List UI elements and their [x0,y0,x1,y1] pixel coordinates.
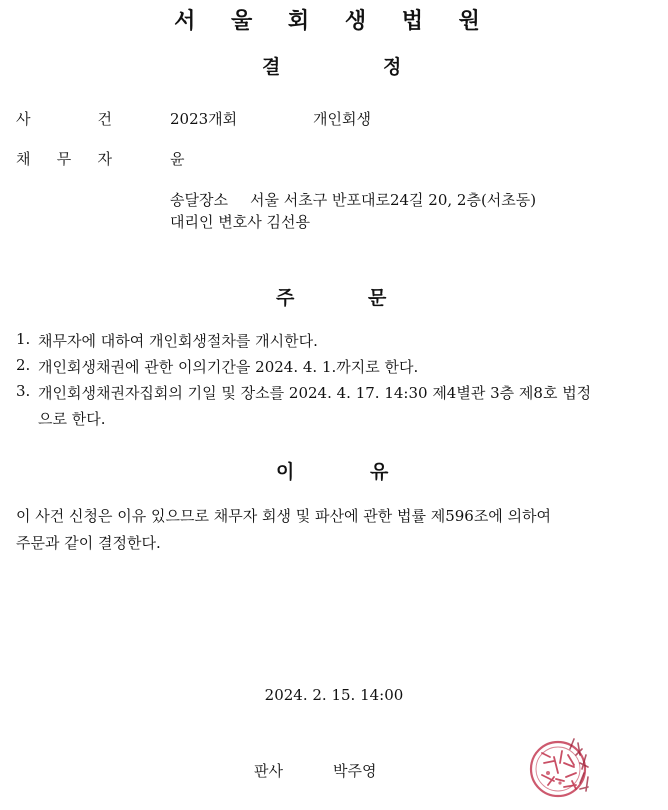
agent-line: 대리인 변호사 김선용 [170,213,310,231]
order-item-2-text: 개인회생채권에 관한 이의기간을 2024. 4. 1.까지로 한다. [38,358,419,376]
order-item-1-num: 1. [16,330,31,348]
reason-heading-left: 이 [276,461,295,483]
order-heading-right: 문 [368,287,387,309]
doc-title-left: 결 [262,56,281,78]
case-label [16,108,112,129]
case-label-char-2: 건 [97,110,112,128]
order-heading-left: 주 [276,287,295,309]
case-number: 2023개회 [170,110,238,128]
address-value: 서울 서초구 반포대로24길 20, 2층(서초동) [250,191,537,209]
reason-heading-right: 유 [370,461,389,483]
judge-seal [528,733,596,801]
debtor-label-char-1: 채 [16,150,31,168]
decision-date: 2024. 2. 15. 14:00 [264,686,404,704]
order-item-3-num: 3. [16,382,31,400]
order-item-3-line2: 으로 한다. [38,410,106,428]
address-label: 송달장소 [170,191,228,209]
reason-text-line1: 이 사건 신청은 이유 있으므로 채무자 회생 및 파산에 관한 법률 제596조에 의하여 [16,507,552,525]
debtor-name: 윤 [170,150,185,168]
order-item-3-line1: 개인회생채권자집회의 기일 및 장소를 2024. 4. 17. 14:30 제4별관 3층 제8호 법정 [38,384,592,402]
doc-title-right: 정 [383,56,402,78]
case-name: 개인회생 [313,110,371,128]
reason-text-line2: 주문과 같이 결정한다. [16,534,161,552]
judge-name: 박주영 [333,762,377,780]
order-item-1-text: 채무자에 대하여 개인회생절차를 개시한다. [38,332,318,350]
debtor-label-char-2: 무 [56,150,72,168]
case-label-char-1: 사 [16,110,31,128]
debtor-label-char-3: 자 [97,150,112,168]
judge-title: 판사 [254,762,283,780]
order-item-2-num: 2. [16,356,31,374]
debtor-label [16,148,112,169]
court-name: 서 울 회 생 법 원 [174,9,494,34]
seal-graphic [528,733,596,801]
